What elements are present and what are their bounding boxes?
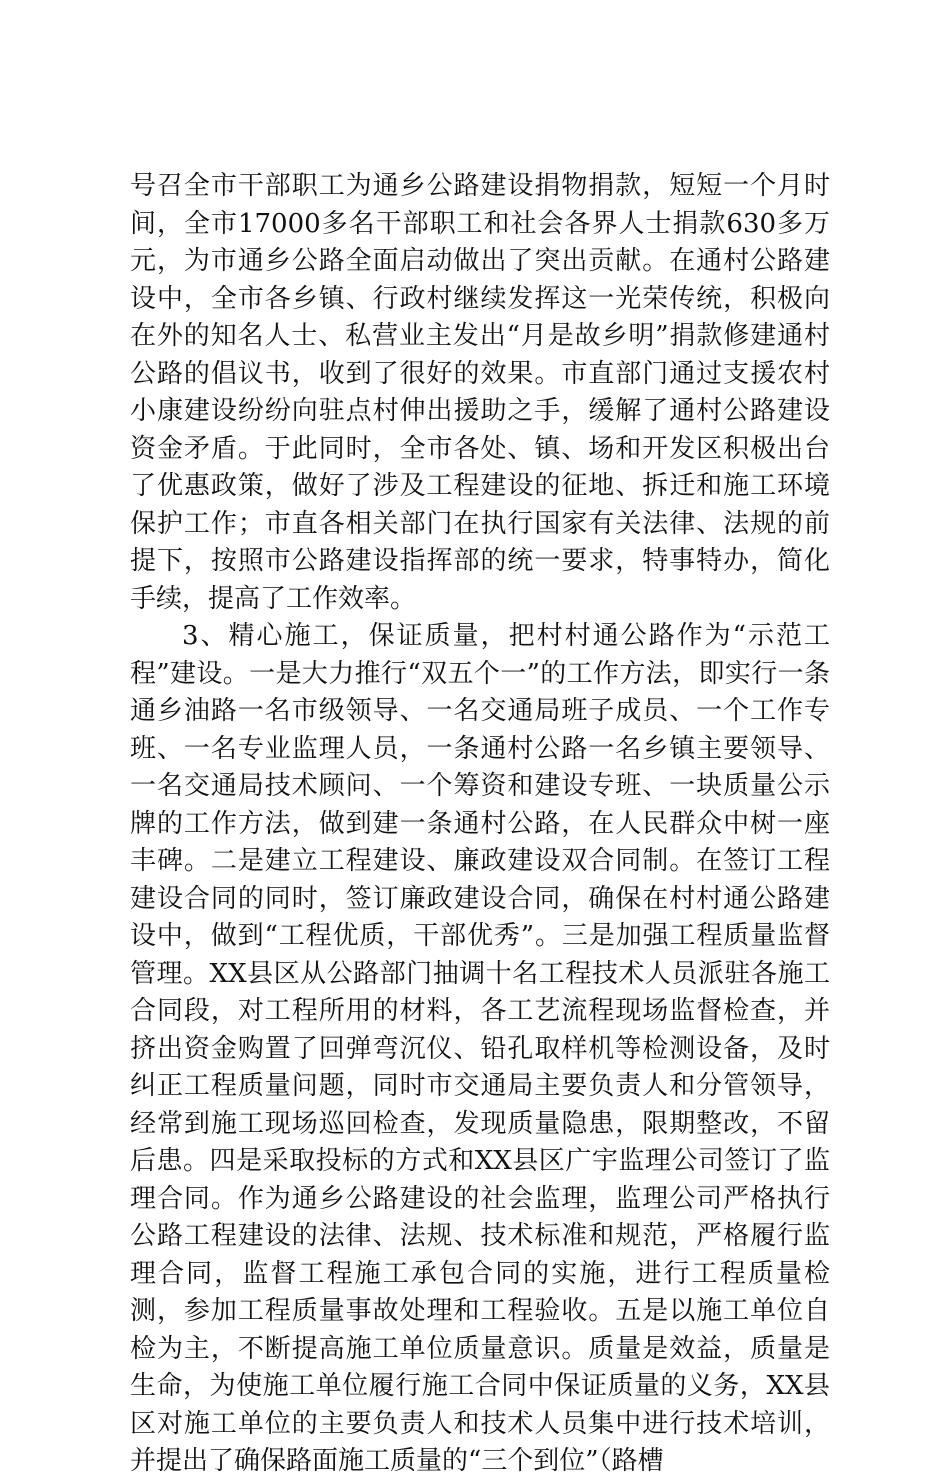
paragraph-fundraising: 号召全市干部职工为通乡公路建设捐物捐款，短短一个月时间，全市17000多名干部职工和社会各界人士捐款630多万元，为市通乡公路全面启动做出了突出贡献。在通村公路建设中，全市各乡镇、行政村继续发挥这一光荣传统，积极向在外的知名人士、私营业主发出“月是故乡明”捐款修建通村公路的倡议书，收到了很好的效果。市直部门通过支援农村小康建设纷纷向驻点村伸出援助之手，缓解了通村公路建设资金矛盾。于此同时，全市各处、镇、场和开发区积极出台了优惠政策，做好了涉及工程建设的征地、拆迁和施工环境保护工作；市直各相关部门在执行国家有关法律、法规的前提下，按照市公路建设指挥部的统一要求，特事特办，简化手续，提高了工作效率。 (130, 171, 830, 614)
document-body (130, 168, 830, 1481)
paragraph-construction-quality: 3、精心施工，保证质量，把村村通公路作为“示范工程”建设。一是大力推行“双五个一”的工作方法，即实行一条通乡油路一名市级领导、一名交通局班子成员、一个工作专班、一名专业监理人员，一条通村公路一名乡镇主要领导、一名交通局技术顾问、一个筹资和建设专班、一块质量公示牌的工作方法，做到建一条通村公路，在人民群众中树一座丰碑。二是建立工程建设、廉政建设双合同制。在签订工程建设合同的同时，签订廉政建设合同，确保在村村通公路建设中，做到“工程优质，干部优秀”。三是加强工程质量监督管理。XX县区从公路部门抽调十名工程技术人员派驻各施工合同段，对工程所用的材料，各工艺流程现场监督检查，并挤出资金购置了回弹弯沉仪、铅孔取样机等检测设备，及时纠正工程质量问题，同时市交通局主要负责人和分管领导，经常到施工现场巡回检查，发现质量隐患，限期整改，不留后患。四是采取投标的方式和XX县区广宇监理公司签订了监理合同。作为通乡公路建设的社会监理，监理公司严格执行公路工程建设的法律、法规、技术标准和规范，严格履行监理合同，监督工程施工承包合同的实施，进行工程质量检测，参加工程质量事故处理和工程验收。五是以施工单位自检为主，不断提高施工单位质量意识。质量是效益，质量是生命，为使施工单位履行施工合同中保证质量的义务，XX县区对施工单位的主要负责人和技术人员集中进行技术培训，并提出了确保路面施工质量的“三个到位”（路槽 (130, 621, 830, 1476)
